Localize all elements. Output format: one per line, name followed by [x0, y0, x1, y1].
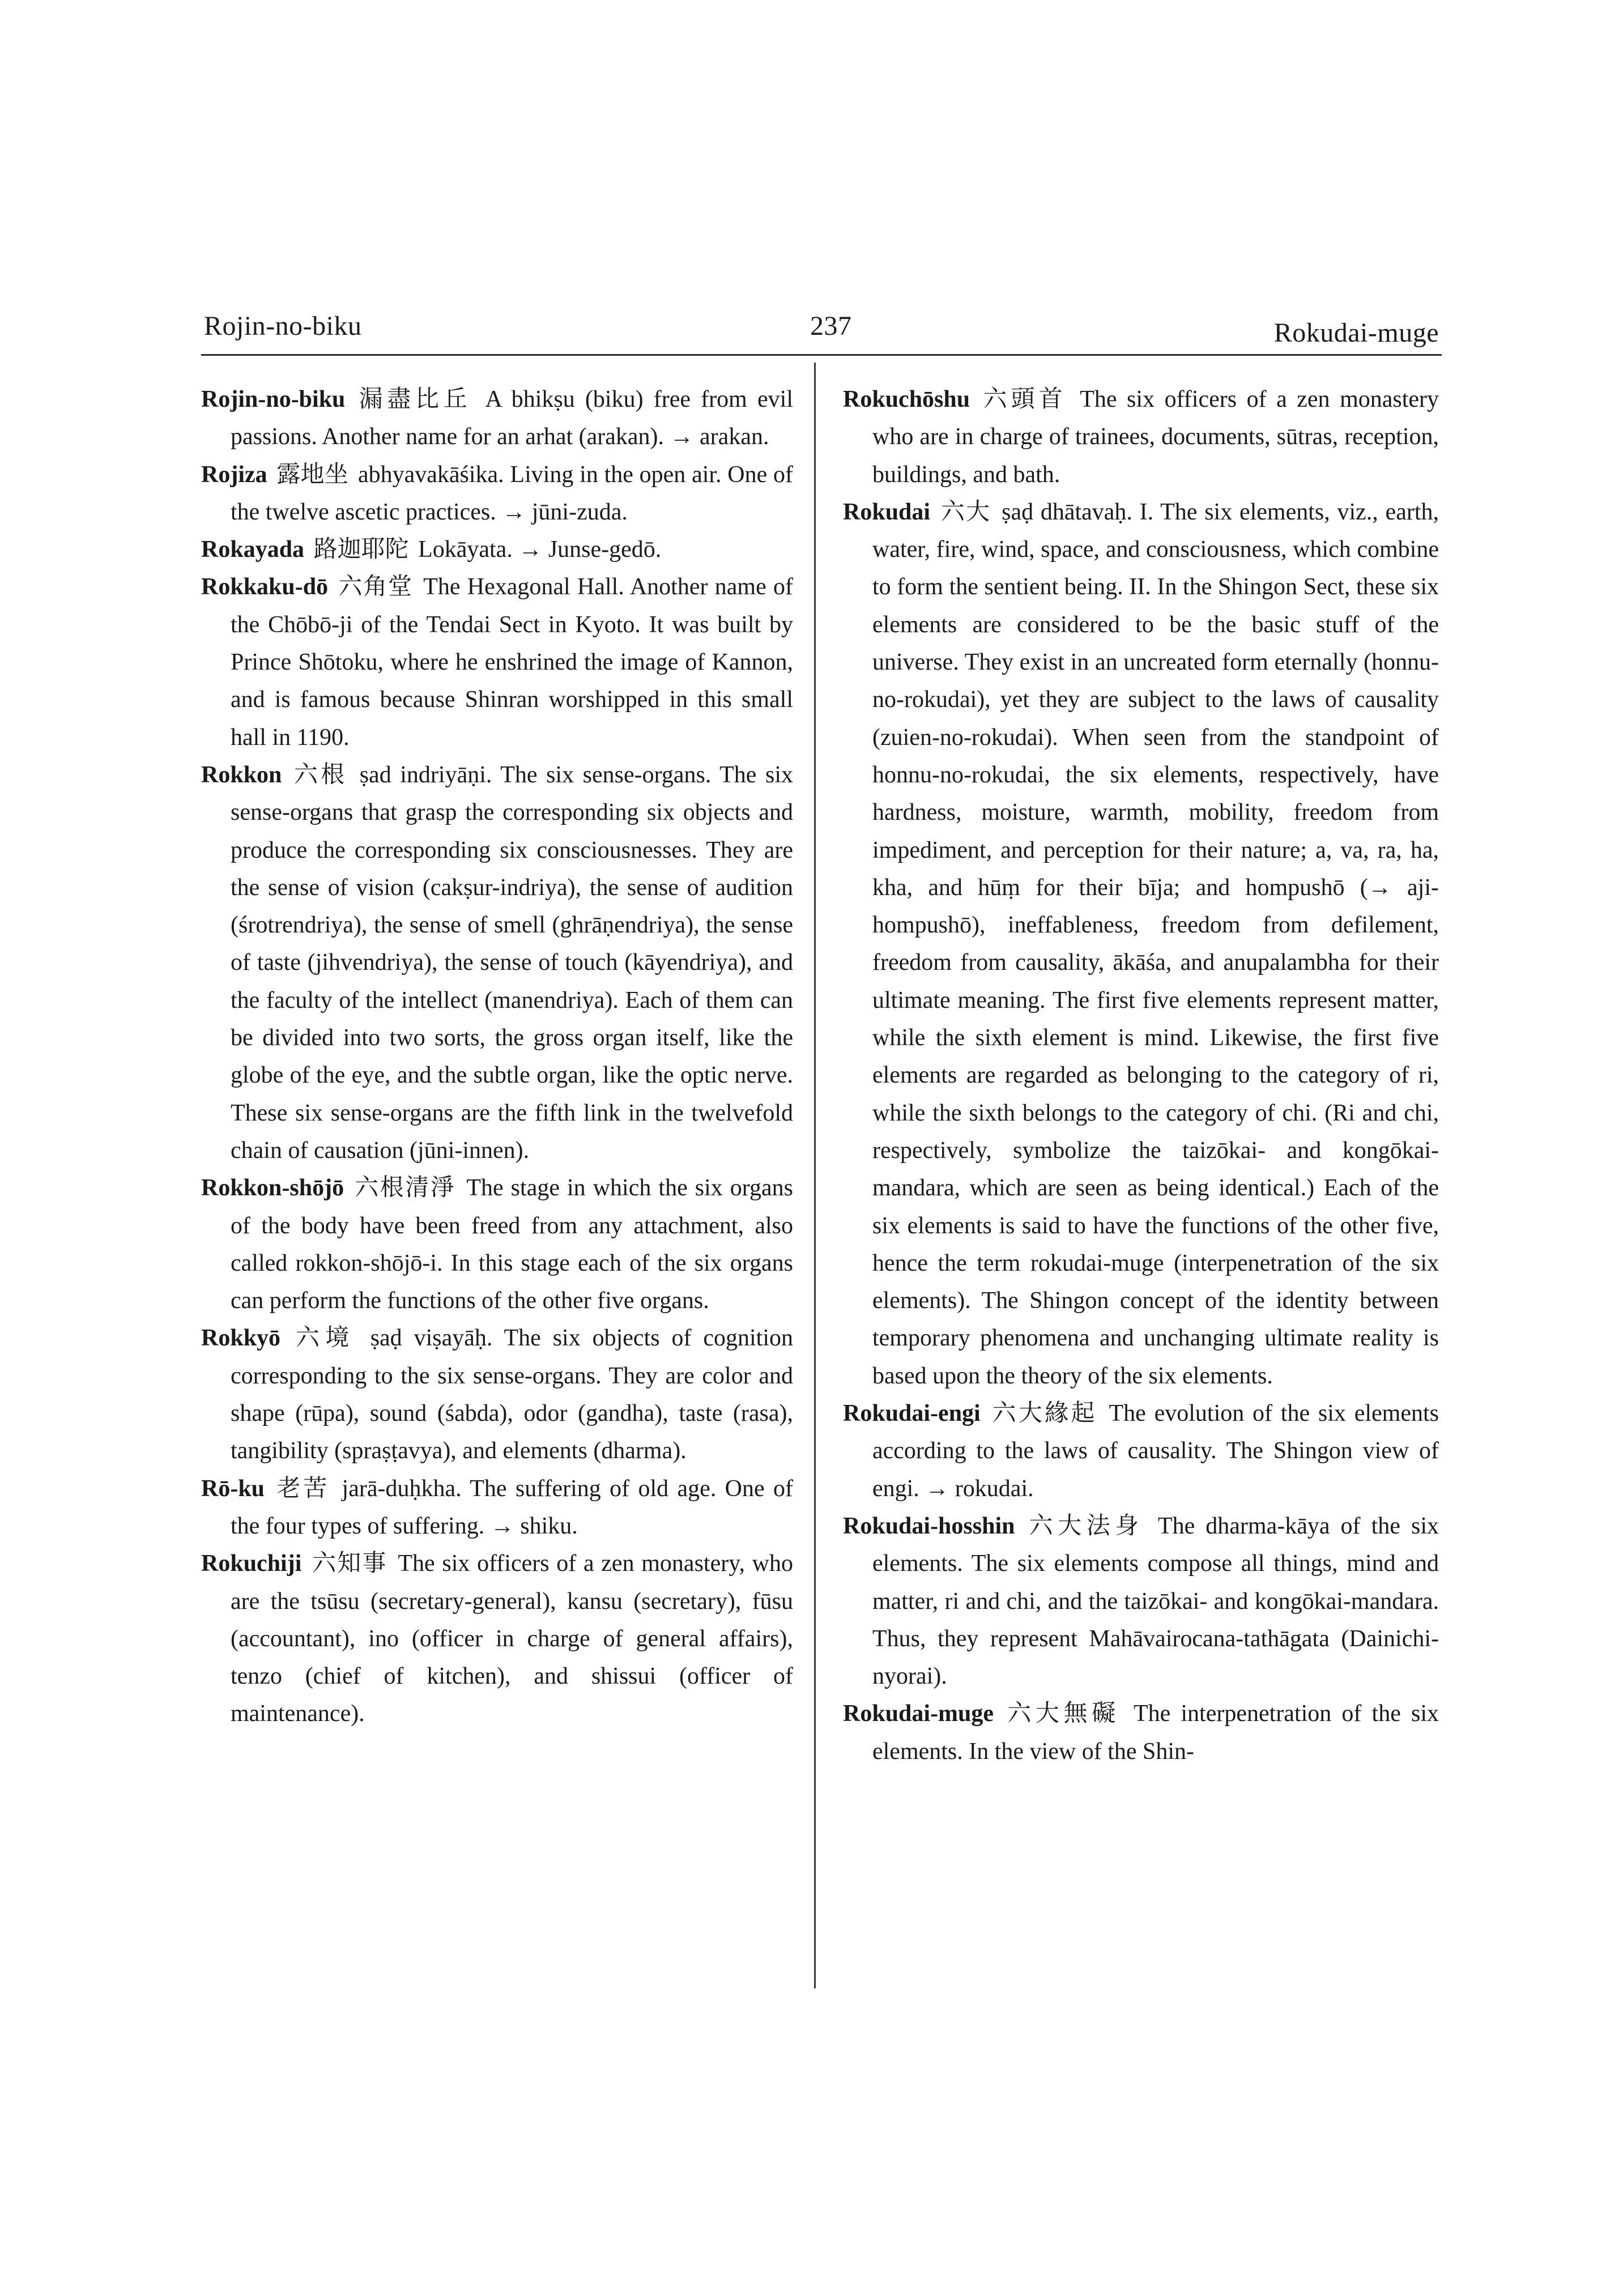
- entry-headword: Rojin-no-biku: [201, 386, 346, 412]
- entry-headword: Rokudai: [843, 499, 931, 525]
- dictionary-entry: [201, 756, 793, 1169]
- entry-body: A bhikṣu (biku) free from evil passions. Another name for an arhat (arakan). → arakan.: [231, 386, 793, 450]
- dictionary-entry: [201, 531, 793, 568]
- dictionary-entry: [843, 1695, 1439, 1770]
- entry-kanji: 六大緣起: [992, 1400, 1097, 1427]
- dictionary-entry: [201, 1470, 793, 1545]
- entry-body: jarā-duḥkha. The suffering of old age. One of the four types of suffering. → shiku.: [231, 1475, 793, 1539]
- column-divider: [814, 363, 816, 1988]
- entry-headword: Rokkon-shōjō: [201, 1175, 344, 1202]
- entry-headword: Rō-ku: [201, 1475, 265, 1502]
- entry-kanji: 六根: [293, 761, 348, 788]
- entry-headword: Rojiza: [201, 461, 267, 488]
- entry-headword: Rokkyō: [201, 1325, 281, 1352]
- running-head-right: Rokudai-muge: [1273, 318, 1439, 348]
- entry-kanji: 六頭首: [983, 386, 1067, 412]
- entry-kanji: 露地坐: [276, 461, 349, 488]
- dictionary-entry: [843, 1507, 1439, 1695]
- dictionary-entry: [201, 1545, 793, 1732]
- entry-body: Lokāyata. → Junse-gedō.: [418, 536, 662, 563]
- entry-kanji: 六根清淨: [355, 1175, 456, 1202]
- entry-kanji: 漏盡比丘: [359, 386, 472, 412]
- dictionary-entry: [843, 493, 1439, 1395]
- entry-headword: Rokkaku-dō: [201, 574, 329, 600]
- entry-body: The dharma-kāya of the six elements. The six elements compose all things, mind and matter, ri and chi, and the taizōkai- and kongōkai-mandara. Thus, they represent Mahāvairocana-tathāgata (Dainichi-nyorai).: [872, 1513, 1439, 1690]
- entry-headword: Rokkon: [201, 761, 282, 788]
- page-number: 237: [810, 311, 852, 341]
- dictionary-entry: [201, 1319, 793, 1469]
- entry-kanji: 六大無礙: [1007, 1701, 1120, 1727]
- entry-kanji: 老苦: [276, 1475, 330, 1502]
- entry-kanji: 六大: [940, 499, 991, 525]
- entry-body: ṣaḍ dhātavaḥ. I. The six elements, viz., earth, water, fire, wind, space, and consciousness, which combine to form the sentient being. II. In the Shingon Sect, these six elements are considered to be the basic stuff of the universe. They exist in an uncreated form eternally (honnu-no-rokudai), yet they are subject to the laws of causality (zuien-no-rokudai). When seen from the standpoint of honnu-no-rokudai, the six elements, respectively, have hardness, moisture, warmth, mobility, freedom from impediment, and perception for their nature; a, va, ra, ha, kha, and hūṃ for their bīja; and hompushō (→ aji-hompushō), ineffableness, freedom from defilement, freedom from causality, ākāśa, and anupalambha for their ultimate meaning. The first five elements represent matter, while the sixth element is mind. Likewise, the first five elements are regarded as belonging to the category of ri, while the sixth belongs to the category of chi. (Ri and chi, respectively, symbolize the taizōkai- and kongōkai-mandara, which are seen as being identical.) Each of the six elements is said to have the functions of the other five, hence the term rokudai-muge (interpenetration of the six elements). The Shingon concept of the identity between temporary phenomena and unchanging ultimate reality is based upon the theory of the six elements.: [872, 499, 1439, 1389]
- right-column: [843, 381, 1439, 1770]
- entry-kanji: 路迦耶陀: [313, 536, 409, 563]
- running-head-left: Rojin-no-biku: [204, 311, 362, 341]
- entry-headword: Rokudai-muge: [843, 1701, 994, 1727]
- entry-body: The evolution of the six elements according to the laws of causality. The Shingon view of engi. → rokudai.: [872, 1400, 1439, 1502]
- dictionary-entry: [201, 1169, 793, 1319]
- dictionary-entry: [843, 1395, 1439, 1507]
- entry-headword: Rokayada: [201, 536, 305, 563]
- dictionary-entry: [201, 456, 793, 531]
- entry-headword: Rokudai-engi: [843, 1400, 981, 1427]
- entry-body: The Hexagonal Hall. Another name of the Chōbō-ji of the Tendai Sect in Kyoto. It was built by Prince Shōtoku, where he enshrined the image of Kannon, and is famous because Shinran worshipped in this small hall in 1190.: [231, 574, 793, 751]
- entry-kanji: 六知事: [312, 1550, 387, 1577]
- entry-kanji: 六境: [295, 1325, 355, 1352]
- entry-headword: Rokuchiji: [201, 1550, 302, 1577]
- dictionary-entry: [201, 568, 793, 756]
- entry-body: The stage in which the six organs of the body have been freed from any attachment, also called rokkon-shōjō-i. In this stage each of the six organs can perform the functions of the other five organs.: [231, 1175, 794, 1314]
- entry-body: abhyavakāśika. Living in the open air. One of the twelve ascetic practices. → jūni-zuda.: [231, 461, 794, 525]
- dictionary-entry: [201, 381, 793, 456]
- entry-body: ṣaḍ viṣayāḥ. The six objects of cognition corresponding to the six sense-organs. They are color and shape (rūpa), sound (śabda), odor (gandha), taste (rasa), tangibility (spraṣṭavya), and elements (dharma).: [231, 1325, 794, 1464]
- entry-headword: Rokuchōshu: [843, 386, 970, 412]
- entry-kanji: 六大法身: [1029, 1513, 1144, 1539]
- entry-body: The six officers of a zen monastery, who are the tsūsu (secretary-general), kansu (secretary), fūsu (accountant), ino (officer in charge of general affairs), tenzo (chief of kitchen), and shissui (officer of maintenance).: [231, 1550, 794, 1727]
- entry-body: ṣad indriyāṇi. The six sense-organs. The six sense-organs that grasp the corresponding six objects and produce the corresponding six consciousnesses. They are the sense of vision (cakṣur-indriya), the sense of audition (śrotrendriya), the sense of smell (ghrāṇendriya), the sense of taste (jihvendriya), the sense of touch (kāyendriya), and the faculty of the intellect (manendriya). Each of them can be divided into two sorts, the gross organ itself, like the globe of the eye, and the subtle organ, like the optic nerve. These six sense-organs are the fifth link in the twelvefold chain of causation (jūni-innen).: [231, 761, 794, 1164]
- entry-kanji: 六角堂: [338, 574, 413, 600]
- entry-body: The six officers of a zen monastery who are in charge of trainees, documents, sūtras, reception, buildings, and bath.: [872, 386, 1439, 488]
- dictionary-entry: [843, 381, 1439, 493]
- header-rule: [201, 354, 1442, 356]
- entry-body: The interpenetration of the six elements. In the view of the Shin-: [872, 1701, 1439, 1765]
- entry-headword: Rokudai-hosshin: [843, 1513, 1015, 1539]
- left-column: [201, 381, 793, 1733]
